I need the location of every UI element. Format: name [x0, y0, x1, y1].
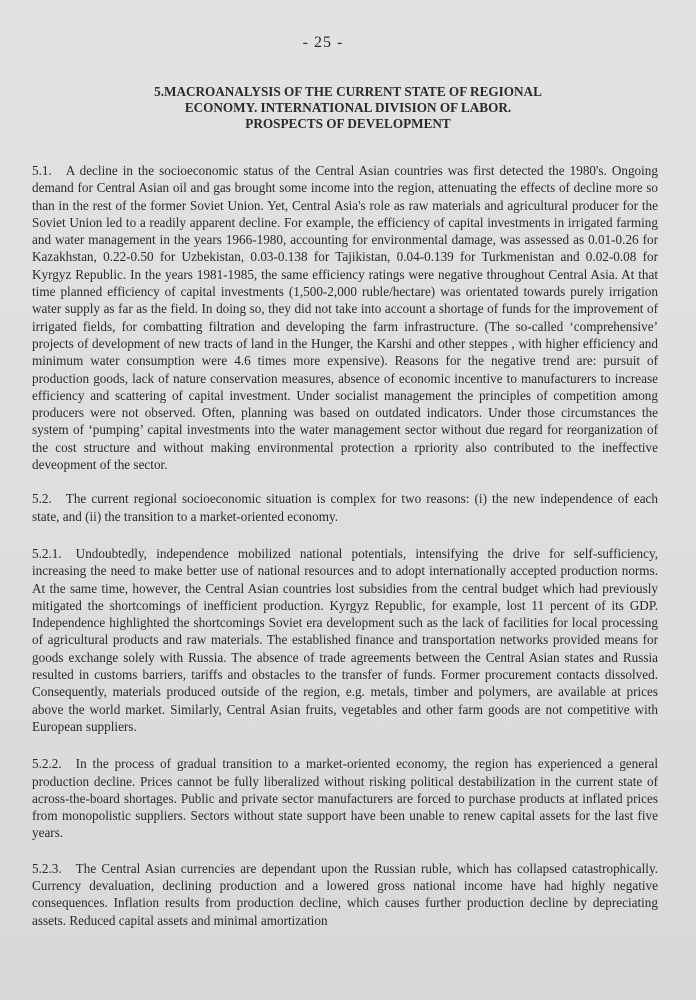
paragraph-5-2: [32, 490, 658, 525]
page-number: - 25 -: [302, 34, 344, 51]
paragraph-number: 5.2.3.: [32, 860, 62, 876]
paragraph-5-2-2: [32, 755, 658, 841]
paragraph-number: 5.1.: [32, 163, 52, 178]
paragraph-5-1: [32, 162, 658, 473]
paragraph-text: The current regional socioeconomic situation is complex for two reasons: (i) the new independence of each state, and (ii) the transition to a market-oriented economy.: [32, 491, 658, 524]
document-body: [32, 162, 658, 947]
section-title: [40, 84, 656, 132]
paragraph-text: Undoubtedly, independence mobilized national potentials, intensifying the drive for self-sufficiency, increasing the need to make better use of national resources and to adopt internationally accepted production norms. At the same time, however, the Central Asian countries lost subsidies from the central budget which had previously mitigated the shortcomings of inefficient production. Kyrgyz Republic, for example, lost 11 percent of its GDP. Independence highlighted the shortcomings Soviet era development such as the lack of facilities for local processing of agricultural products and raw materials. The established finance and transportation networks provided means for goods exchange solely with Russia. The absence of trade agreements between the Central Asian states and Russia resulted in customs barriers, tariffs and obstacles to the transfer of funds. Former procurement contacts dissolved. Consequently, materials produced outside of the region, e.g. metals, timber and polymers, are available at prices above the world market. Similarly, Central Asian fruits, vegetables and other farm goods are not competitive with European suppliers.: [32, 545, 658, 734]
paragraph-number: 5.2.2.: [32, 756, 62, 772]
paragraph-text: The Central Asian currencies are dependant upon the Russian ruble, which has collapsed catastrophically. Currency devaluation, declining production and a lowered gross national income have had highly negative consequences. Inflation results from production decline, which causes further production decline by depreciating assets. Reduced capital assets and minimal amortization: [32, 860, 658, 928]
paragraph-text: In the process of gradual transition to a market-oriented economy, the region has experienced a general production decline. Prices cannot be fully liberalized without risking political destabilization in the current state of across-the-board shortages. Public and private sector manufacturers are forced to purchase products at inflated prices from monopolistic suppliers. Sectors without state support have been unable to renew capital assets for the last five years.: [32, 756, 658, 841]
title-line-1: 5.MACROANALYSIS OF THE CURRENT STATE OF REGIONAL: [154, 84, 542, 99]
paragraph-5-2-1: [32, 545, 658, 735]
paragraph-text: A decline in the socioeconomic status of the Central Asian countries was first detected the 1980's. Ongoing demand for Central Asian oil and gas brought some income into the region, attenuating the effects of decline more so than in the rest of the former Soviet Union. Yet, Central Asia's role as raw materials and agricultural producer for the Soviet Union led to a readily apparent decline. For example, the efficiency of capital investments in irrigated farming and water management in the years 1966-1980, accounting for environmental damage, was assessed as 0.01-0.26 for Kazakhstan, 0.22-0.50 for Uzbekistan, 0.03-0.138 for Tajikistan, 0.04-0.139 for Turkmenistan and 0.02-0.08 for Kyrgyz Republic. In the years 1981-1985, the same efficiency ratings were negative throughout Central Asia. At that time planned efficiency of capital investments (1,500-2,000 ruble/hectare) was orientated towards purely irrigation water supply as far as the field. In doing so, they did not take into account a shortage of funds for the improvement of irrigated fields, for combatting filtration and developing the farm infrastructure. (The so-called ‘comprehensive’ projects of development of new tracts of land in the Hunger, the Karshi and other steppes , with higher efficiency and minimum water consumption were 4.6 times more expensive). Reasons for the negative trend are: pursuit of production goods, lack of nature conservation measures, absence of economic incentive to manufacturers to increase efficiency and scattering of capital investment. Under socialist management the principles of competition among producers were not observed. Often, planning was based on outdated indicators. Under those circumstances the system of ‘pumping’ capital investments into the water management sector without due regard for reorganization of the cost structure and without making environmental protection a rpriority also contributed to the ineffective deveopment of the sector.: [32, 163, 658, 473]
paragraph-5-2-3: [32, 860, 658, 929]
paragraph-number: 5.2.: [32, 491, 52, 507]
title-line-3: PROSPECTS OF DEVELOPMENT: [245, 116, 451, 131]
title-line-2: ECONOMY. INTERNATIONAL DIVISION OF LABOR.: [184, 100, 512, 115]
paragraph-number: 5.2.1.: [32, 545, 62, 561]
